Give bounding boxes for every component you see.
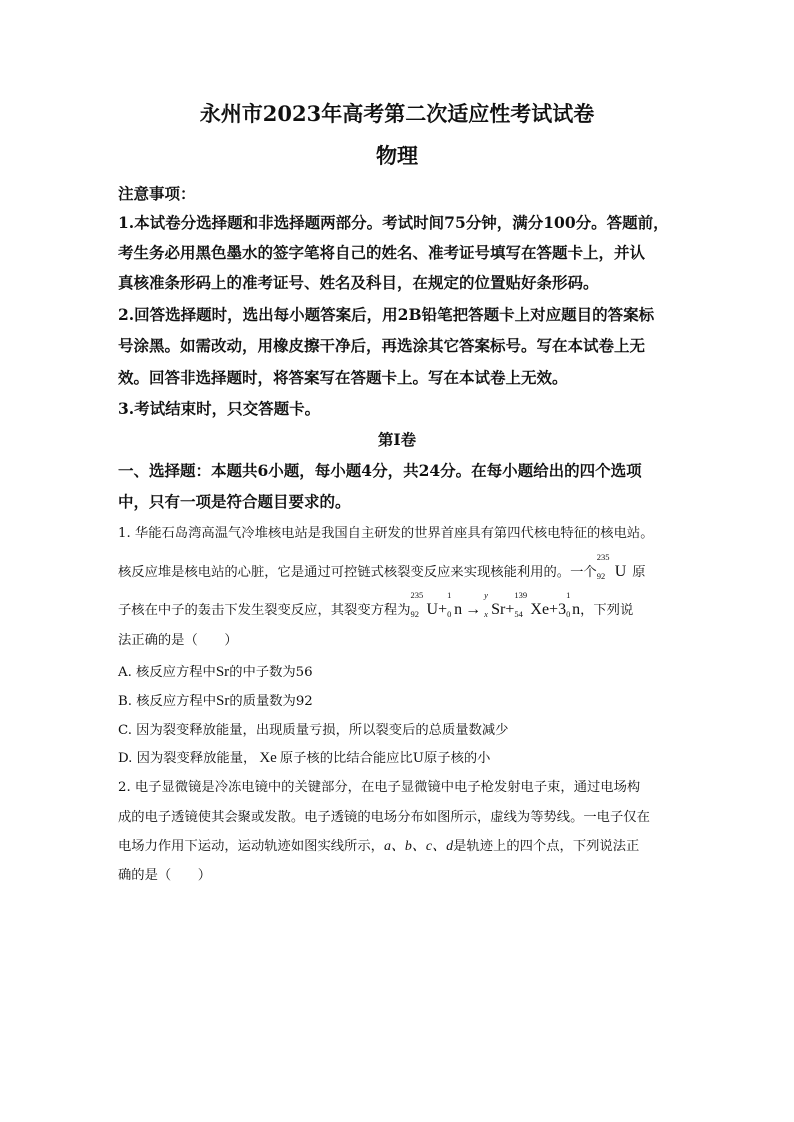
charge-number: 54 — [514, 608, 523, 619]
question-text-segment: 原 — [632, 565, 646, 580]
uranium-isotope — [596, 552, 615, 581]
notice-line: 号涂黑。如需改动，用橡皮擦干净后，再选涂其它答案标号。写在本试卷上无 — [118, 336, 646, 355]
question-text: 1. 华能石岛湾高温气冷堆核电站是我国自主研发的世界首座具有第四代核电特征的核电站。 — [118, 526, 654, 541]
element-symbol: Sr — [491, 601, 506, 618]
notice-line: 2.回答选择题时，选出每小题答案后，用2B铅笔把答题卡上对应题目的答案标 — [118, 305, 655, 324]
fission-equation — [410, 590, 581, 619]
question-text-segment: 核反应堆是核电站的心脏，它是通过可控链式核裂变反应来实现核能利用的。一个 — [118, 565, 597, 580]
option-text: D. 因为裂变释放能量， — [118, 751, 257, 766]
question-text-segment: 子核在中子的轰击下发生裂变反应，其裂变方程为 — [118, 603, 411, 618]
charge-number: 92 — [596, 570, 606, 581]
part-heading: 第Ⅰ卷 — [377, 430, 417, 449]
charge-number: 0 — [566, 608, 571, 619]
mass-number: 1 — [447, 590, 452, 600]
coefficient: 3 — [558, 601, 567, 618]
question-text: 2. 电子显微镜是冷冻电镜中的关键部分，在电子显微镜中电子枪发射电子束，通过电场构 — [118, 780, 641, 795]
mass-number: 139 — [514, 590, 528, 600]
option-a[interactable] — [118, 661, 313, 681]
exam-title: 永州市2023年高考第二次适应性考试试卷 — [199, 101, 595, 126]
question-text: 成的电子透镜使其会聚或发散。电子透镜的电场分布如图所示，虚线为等势线。一电子仅在 — [118, 810, 650, 825]
trajectory-points: a、b、c、d — [383, 839, 454, 854]
question-text-segment: 电场力作用下运动，运动轨迹如图实线所示， — [118, 839, 384, 854]
question-text-segment: 是轨迹上的四个点，下列说法正 — [453, 839, 640, 854]
mass-number: 1 — [566, 590, 571, 600]
plus-sign: + — [438, 601, 448, 618]
question-text — [118, 590, 634, 619]
element-symbol: n — [572, 601, 581, 618]
element-symbol: n — [454, 601, 463, 618]
element-symbol: Sr — [215, 664, 230, 680]
reaction-arrow: → — [465, 601, 482, 618]
option-text: A. 核反应方程中 — [118, 665, 216, 680]
element-symbol: Xe — [259, 750, 277, 766]
notice-line: 1.本试卷分选择题和非选择题两部分。考试时间75分钟，满分100分。答题前， — [118, 213, 669, 232]
mass-number: 235 — [410, 590, 424, 600]
notice-line: 3.考试结束时，只交答题卡。 — [118, 399, 321, 418]
notice-line: 考生务必用黑色墨水的签字笔将自己的姓名、准考证号填写在答题卡上，并认 — [118, 243, 646, 262]
question-text — [118, 552, 646, 581]
notice-heading: 注意事项： — [118, 184, 196, 203]
option-text: 的质量数为92 — [229, 694, 313, 709]
plus-sign: + — [505, 601, 515, 618]
mass-number: 235 — [596, 552, 610, 562]
section-heading: 中，只有一项是符合题目要求的。 — [118, 492, 351, 511]
element-symbol: Xe — [530, 601, 550, 618]
charge-number: 0 — [447, 608, 452, 619]
element-symbol: U — [426, 601, 439, 618]
option-text: B. 核反应方程中 — [118, 694, 217, 709]
notice-line: 效。回答非选择题时，将答案写在答题卡上。写在本试卷上无效。 — [118, 368, 568, 387]
option-c[interactable] — [118, 719, 508, 738]
option-b[interactable] — [118, 690, 313, 710]
option-d[interactable] — [118, 747, 490, 767]
mass-number: y — [484, 590, 488, 600]
charge-number: 92 — [410, 608, 420, 619]
option-text: 的中子数为56 — [229, 665, 313, 680]
question-text: 法正确的是（ ） — [118, 633, 238, 648]
charge-number: x — [484, 608, 488, 619]
option-text: 原子核的比结合能应比U原子核的小 — [279, 751, 491, 766]
plus-sign: + — [549, 601, 559, 618]
notice-line: 真核准条形码上的准考证号、姓名及科目，在规定的位置贴好条形码。 — [118, 273, 599, 292]
question-text-segment: ，下列说 — [580, 603, 634, 618]
subject-title: 物理 — [376, 143, 418, 168]
option-text: C. 因为裂变释放能量，出现质量亏损，所以裂变后的总质量数减少 — [118, 723, 509, 738]
question-text — [118, 835, 639, 855]
element-symbol: U — [614, 563, 627, 580]
section-heading: 一、选择题：本题共6小题，每小题4分，共24分。在每小题给出的四个选项 — [118, 461, 642, 480]
element-symbol: Sr — [216, 693, 230, 709]
question-text: 确的是（ ） — [118, 868, 212, 883]
